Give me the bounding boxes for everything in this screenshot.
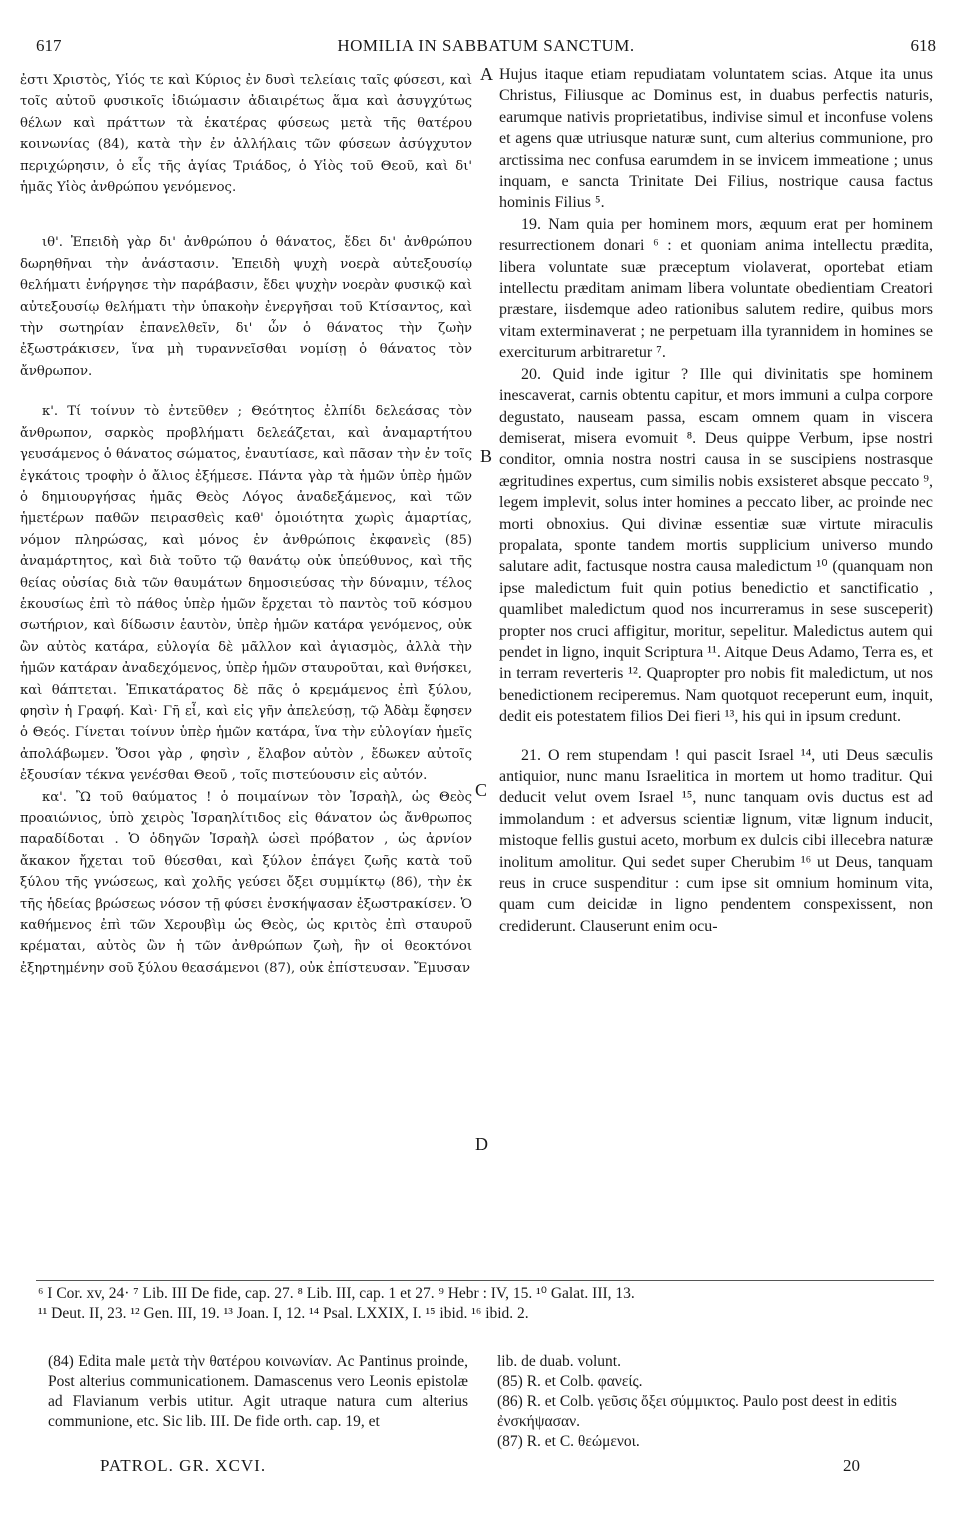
- section-marker-a: A: [480, 64, 493, 84]
- greek-paragraph-21: κα'. Ὢ τοῦ θαύματος ! ὁ ποιμαίνων τὸν Ἰσραὴλ, ὡς Θεὸς προαιώνιος, ὑπὸ χειρὸς Ἰσραηλίτιδος εἰς θάνατον ὡς ἄνθρωπος παραδίδοται . Ὁ ὁδηγῶν Ἰσραὴλ ὡσεὶ πρόβατον , ὡς ἀρνίον ἄκακον ἤχεται τοῦ θύεσθαι, καὶ ξύλον ἐπάγει ζωῆς κατὰ τοῦ ξύλου τῆς γνώσεως, καὶ χολῆς γεύσει ὄξει συμμίκτῳ (86), τὴν ἐκ τῆς ἡδείας βρώσεως νόσον τῇ φύσει ἐνσκήψασαν ἐξωστρακίσεν. Ὁ καθήμενος ἐπὶ τῶν Χερουβὶμ ὡς Θεὸς, ὡς κριτὸς ἐπὶ σταυροῦ κρέμαται, αὐτὸς ὢν ἡ τῶν ἀνθρώπων ζωὴ, ἣν οἱ θεοκτόνοι ἐξηρτημένην σοῦ ξύλου θεασάμενοι (87), οὐκ ἐπίστευσαν. Ἔμυσαν: [20, 789, 472, 976]
- footnote-line-1: ⁶ I Cor. xv, 24· ⁷ Lib. III De fide, cap. 27. ⁸ Lib. III, cap. 1 et 27. ⁹ Hebr : IV, 15. ¹⁰ Galat. III, 13.: [38, 1285, 635, 1302]
- latin-paragraph-19: 19. Nam quia per hominem mors, æquum erat per hominem resurrectionem donari ⁶ : et quoniam anima intellectu prædita, libera voluntate suæ præceptum violaverat, oportebat etiam intellectu præditam animam libera voluntate obedientiam Creatori præstare, iisdemque adeo rationibus salutem redire, quibus mors vitam exterminaverat ; ne perpetuam illa tyrannidem in homines se exerciturum arbitraretur ⁷.: [499, 215, 933, 362]
- latin-column: [499, 64, 933, 937]
- footnote-line-2: ¹¹ Deut. II, 23. ¹² Gen. III, 19. ¹³ Joan. I, 12. ¹⁴ Psal. LXXIX, I. ¹⁵ ibid. ¹⁶ ibid. 2.: [38, 1305, 529, 1322]
- note-86: (86) R. et Colb. γεῦσις ὄξει σύμμικτος. Paulo post deest in editis ἐνσκήψασαν.: [497, 1393, 897, 1430]
- greek-paragraph-continuation: ἐστι Χριστὸς, Υἱός τε καὶ Κύριος ἐν δυσὶ τελείαις ταῖς φύσεσι, καὶ τοῖς αὐτοῦ φυσικοῖς ἰδιώμασιν ἀδιαιρέτως ἅμα καὶ ἀσυγχύτως θέλων καὶ πράττων τὰ ἑκατέρας φύσεως μετὰ τῆς θατέρου κοινωνίας (84), κατὰ τὴν ἐν ἀλλήλαις τῶν φύσεων ἀσύγχυτον περιχώρησιν, ὁ εἷς τῆς ἁγίας Τριάδος, ὁ Υἱὸς τοῦ Θεοῦ, καὶ δι' ἡμᾶς Υἱὸς ἀνθρώπου γενόμενος.: [20, 73, 472, 196]
- series-signature: PATROL. GR. XCVI.: [100, 1456, 267, 1475]
- left-page-number: 617: [36, 36, 62, 55]
- page-footer: [100, 1456, 860, 1478]
- note-87: (87) R. et C. θεώμενοι.: [497, 1433, 640, 1450]
- footnote-rule: [36, 1280, 934, 1281]
- greek-column: [20, 70, 472, 979]
- section-marker-c: C: [475, 780, 488, 800]
- footnote-references: [38, 1284, 936, 1324]
- right-page-number: 618: [910, 36, 936, 55]
- latin-paragraph-21: 21. O rem stupendam ! qui pascit Israel ¹⁴, uti Deus sæculis antiquior, nunc manu Israelitica in mortem ut homo traditur. Qui deducit velut ovem Israel ¹⁵, nunc tanquam ovis ductus est ad immolandum : et adversus scientiæ lignum, vitæ lignum inducit, mistoque fellis gustui aceto, morbum ex dulcis cibi illecebra naturæ inolitum amolitur. Qui sedet super Cherubim ¹⁶ ut Deus, tanquam reus in cruce suspenditur : cum ipse sit omnium hominum vita, quam cum deicidæ in ligno pendentem conspexissent, non crediderunt. Clauserunt enim ocu-: [499, 746, 933, 935]
- note-84: (84) Edita male μετὰ τὴν θατέρου κοινωνίαν. Ac Pantinus proinde, Post alterius communicationem. Damascenus vero Leonis epistolæ ad Flavianum verbis utitur. Agit utraque natura cum alterius communione, etc. Sic lib. III. De fide orth. cap. 19, et: [48, 1353, 468, 1430]
- greek-paragraph-19: ιθ'. Ἐπειδὴ γὰρ δι' ἀνθρώπου ὁ θάνατος, ἔδει δι' ἀνθρώπου δωρηθῆναι τὴν ἀνάστασιν. Ἐπειδὴ ψυχὴ νοερὰ αὐτεξουσίῳ θελήματι ἐνήργησε τὴν παράβασιν, ἔδει ψυχὴν νοερὰν φυσικῷ καὶ αὐτεξουσίῳ θελήματι τὴν ὑπακοὴν ἐνεργῆσαι τοῦ Κτίσαντος, καὶ τὴν σωτηρίαν ἐπανελθεῖν, δι' ὧν ὁ θάνατος τὴν ζωὴν ἐξωστράκισεν, ἵνα μὴ τυραννεῖσθαι νομίσῃ ὁ θάνατος τὸν ἄνθρωπον.: [20, 235, 472, 379]
- critical-notes-right: [497, 1352, 933, 1452]
- section-marker-d: D: [475, 1134, 488, 1154]
- latin-paragraph-continuation: Hujus itaque etiam repudiatam voluntatem scias. Atque ita unus Christus, Filiusque ac Dominus est, in duabus perfectis naturis, earumque nativis proprietatibus, indivise simul et inconfuse volens et agens quæ utriusque naturæ sunt, cum alterius communione, pro arctissima nec confusa earumdem in se invicem immeatione ; unus inquam, e sancta Trinitate Dei Filius, nostrique causa factus hominis Filius ⁵.: [499, 66, 933, 212]
- running-title: HOMILIA IN SABBATUM SANCTUM.: [337, 36, 635, 55]
- note-84-continued: lib. de duab. volunt.: [497, 1353, 621, 1370]
- greek-paragraph-20: κ'. Τί τοίνυν τὸ ἐντεῦθεν ; Θεότητος ἐλπίδι δελεάσας τὸν ἄνθρωπον, σαρκὸς προβλήματι δελεάζεται, καὶ ἀναμαρτήτου γευσάμενος ὁ θάνατος σώματος, ἐναυτίασε, καὶ πᾶσαν τὴν ἐν τοῖς ἐγκάτοις τροφὴν ὁ ἄλιος ἐξήμεσε. Πάντα γὰρ τὰ ἡμῶν ὑπὲρ ἡμῶν ὁ δημιουργήσας ἡμᾶς Θεὸς Λόγος ἀναδεξάμενος, καὶ τῶν ἡμετέρων παθῶν πειρασθεὶς καθ' ὁμοιότητα χωρὶς ἁμαρτίας, νόμον πληρώσας, καὶ μόνος ἐν ἀνθρώποις ἐκφανεὶς (85) ἀναμάρτητος, καὶ διὰ τοῦτο τῷ θανάτῳ οὐκ ὑπεύθυνος, καὶ τῆς θείας οὐσίας διὰ τῶν θαυμάτων δημοσιεύσας τὴν δύναμιν, τέλος ἑκουσίως ἐπὶ τὸ πάθος ὑπὲρ ἡμῶν ἔρχεται τὸ παντὸς τοῦ κόσμου σωτήριον, καὶ δίδωσιν ἑαυτὸν, ὑπὲρ ἡμῶν κατάρα γενόμενος, οὐκ ὢν αὐτὸς κατάρα, εὐλογία δὲ μᾶλλον καὶ ἁγιασμὸς, ἀλλὰ τὴν ἡμῶν κατάραν ἀναδεχόμενος, ὑπὲρ ἡμῶν σταυροῦται, καὶ θνήσκει, καὶ θάπτεται. Ἐπικατάρατος δὲ πᾶς ὁ κρεμάμενος ἐπὶ ξύλου, φησὶν ἡ Γραφή. Καὶ· Γῆ εἶ, καὶ εἰς γῆν ἀπελεύσῃ, τῷ Ἀδὰμ ἔφησεν ὁ Θεός. Γίνεται τοίνυν ὑπὲρ ἡμῶν κατάρα, ἵνα τὴν εὐλογίαν ἡμεῖς ἀπολάβωμεν. Ὅσοι γὰρ , φησὶν , ἔλαβον αὐτὸν , ἔδωκεν αὐτοῖς ἐξουσίαν τέκνα γενέσθαι Θεοῦ , τοῖς πιστεύουσιν εἰς αὐτόν.: [20, 404, 472, 784]
- gathering-number: 20: [843, 1456, 860, 1475]
- section-marker-b: B: [480, 446, 493, 466]
- critical-notes-left: [48, 1352, 468, 1432]
- note-85: (85) R. et Colb. φανείς.: [497, 1373, 643, 1390]
- latin-paragraph-20: 20. Quid inde igitur ? Ille qui divinitatis spe hominem inescaverat, carnis obtentu capitur, et mors immuni a culpa corpore degustato, nauseam passa, escam omnem quam in viscera demiserat, misera evomuit ⁸. Deus quippe Verbum, ipse nostri conditor, omnia nostra nostri causa in se suscipiens nostrasque ægritudines expertus, cum similis nobis exsisteret absque peccato ⁹, legem implevit, solus inter homines a peccato liber, ac proinde nec morti obnoxius. Qui divinæ essentiæ suæ virtute miraculis propalata, sponte tandem mortis supplicium universo mundo salutare adit, factusque nostra causa maledictum ¹⁰ (quanquam non ipse maledictum fuit quin potius benedictio et sanctificatio , quamlibet maledictum quod nos incurreramus in sese susceperit) propter nos cruci affigitur, moritur, sepelitur. Maledictus autem qui pendet in ligno, inquit Scriptura ¹¹. Aitque Deus Adamo, Terra es, et in terram reverteris ¹². Quapropter pro nobis fit maledictum, ut nos benedictionem reciperemus. Nam quotquot receperunt eum, inquit, dedit eis potestatem filios Dei fieri ¹³, his qui in ipsum credunt.: [499, 365, 933, 726]
- running-header: [36, 36, 936, 58]
